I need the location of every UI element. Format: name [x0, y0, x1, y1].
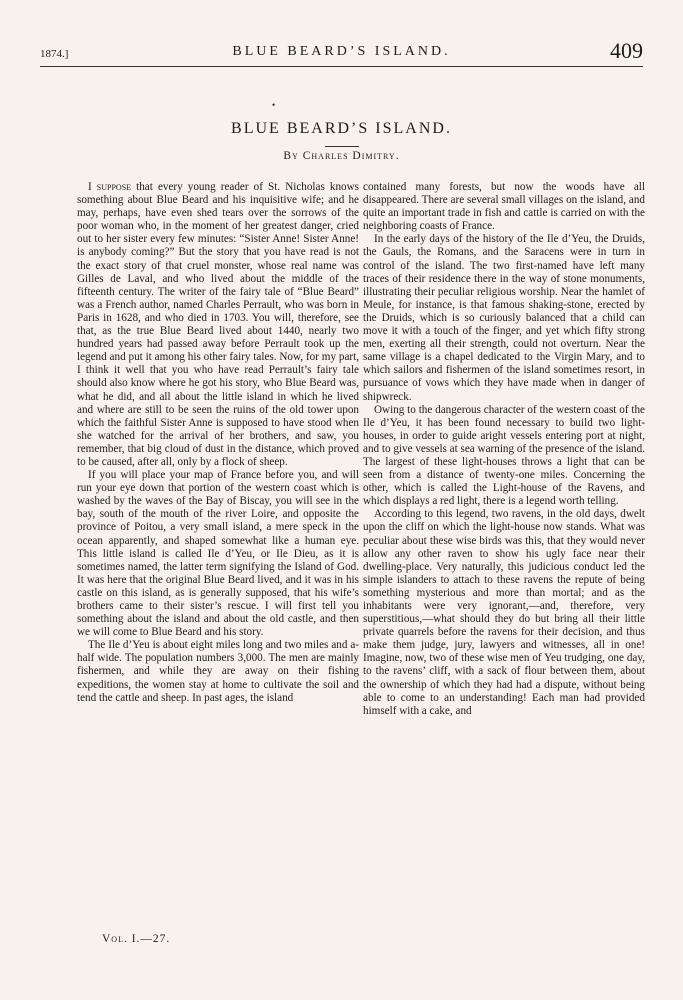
paragraph: [77, 181, 359, 469]
opening-words: I suppose: [88, 181, 132, 193]
paragraph: contained many forests, but now the woods have all disappeared. There are several small villages on the island, and quite an important trade in fish and cattle is carried on with the neighboring coasts of France.: [363, 181, 645, 233]
right-column: [363, 181, 645, 718]
running-head-year: 1874.]: [40, 48, 69, 60]
ornament-dot: •: [272, 100, 276, 110]
page-number: 409: [610, 38, 643, 63]
paragraph: In the early days of the history of the Ile d’Yeu, the Druids, the Gauls, the Romans, and the Saracens were in turn in control of the island. The two first-named have left many traces of their residence there in the way of stone monuments, illustrating their peculiar religious worship. Near the hamlet of Meule, for instance, is that famous shaking-stone, erected by the Druids, which is so curiously balanced that a child can move it with a touch of the finger, and yet which fifty strong men, exerting all their strength, could not overturn. Near the same village is a chapel dedicated to the Virgin Mary, and to which sailors and fishermen of the island sometimes resort, in pursuance of vows which they have made when in danger of shipwreck.: [363, 233, 645, 403]
title-rule: [325, 146, 359, 147]
article-title: BLUE BEARD’S ISLAND.: [231, 120, 452, 137]
byline: By Charles Dimitry.: [283, 150, 400, 162]
running-head: [40, 38, 643, 67]
left-column: [77, 181, 359, 705]
signature-mark: Vol. I.—27.: [102, 933, 171, 945]
paragraph: The Ile d’Yeu is about eight miles long and two miles and a-half wide. The population numbers 3,000. The men are mainly fishermen, and while they are away on their fishing expeditions, the women stay at home to cultivate the soil and tend the cattle and sheep. In past ages, the island: [77, 639, 359, 704]
paragraph-text: that every young reader of St. Nicholas knows something about Blue Beard and his inquisitive wife; and he may, perhaps, have even shed tears over the sorrows of the poor woman who, in the moment of her greatest danger, cried out to her sister every few minutes: “Sister Anne! Sister Anne! is anybody coming?” But the story that you have read is not the exact story of that cruel monster, whose real name was Gilles de Laval, and who lived about the middle of the fifteenth century. The writer of the fairy tale of “Blue Beard” was a French author, named Charles Perrault, who was born in Paris in 1628, and who died in 1703. You will, therefore, see that, as the true Blue Beard lived about 1440, nearly two hundred years had passed away before Perrault took up the legend and put it among his other fairy tales. Now, for my part, I think it well that you who have read Perrault’s fairy tale should also know where he got his story, who Blue Beard was, what he did, and all about the little island in which he lived and where are still to be seen the ruins of the old tower upon which the faithful Sister Anne is supposed to have stood when she watched for the arrival of her brothers, and saw, you remember, that big cloud of dust in the distance, which proved to be caused, after all, only by a flock of sheep.: [77, 181, 359, 468]
paragraph: Owing to the dangerous character of the western coast of the Ile d’Yeu, it has been found necessary to build two light-houses, in order to guide aright vessels entering port at night, and to give vessels at sea warning of the presence of the island. The largest of these light-houses throws a light that can be seen from a distance of twenty-one miles. Concerning the other, which is called the Light-house of the Ravens, and which displays a red light, there is a legend worth telling.: [363, 403, 645, 508]
running-head-title: BLUE BEARD’S ISLAND.: [232, 44, 451, 59]
paragraph: According to this legend, two ravens, in the old days, dwelt upon the cliff on which the light-house now stands. What was peculiar about these wise birds was this, that they would never allow any other raven to show his ugly face near their dwelling-place. Very naturally, this judicious conduct led the simple islanders to attach to these ravens the repute of being something mysterious and more than mortal; and as the inhabitants were very ignorant,—and, therefore, very superstitious,—what should they do but bring all their little private quarrels before the ravens for their decision, and thus make them judge, jury, lawyers and witnesses, all in one! Imagine, now, two of these wise men of Yeu trudging, one day, to the ravens’ cliff, with a sack of flour between them, about the ownership of which they had had a dispute, without being able to come to an understanding! Each man had provided himself with a cake, and: [363, 508, 645, 717]
paragraph: If you will place your map of France before you, and will run your eye down that portion of the western coast which is washed by the waves of the Bay of Biscay, you will see in the bay, south of the mouth of the river Loire, and opposite the province of Poitou, a very small island, a mere speck in the ocean apparently, and shaped somewhat like a human eye. This little island is called Ile d’Yeu, or Ile Dieu, as it is sometimes named, the latter term signifying the Island of God. It was here that the original Blue Beard lived, and it was in his castle on this island, as is generally supposed, that his wife’s brothers came to their sister’s rescue. I will first tell you something about the island and about the old castle, and then we will come to Blue Beard and his story.: [77, 469, 359, 639]
